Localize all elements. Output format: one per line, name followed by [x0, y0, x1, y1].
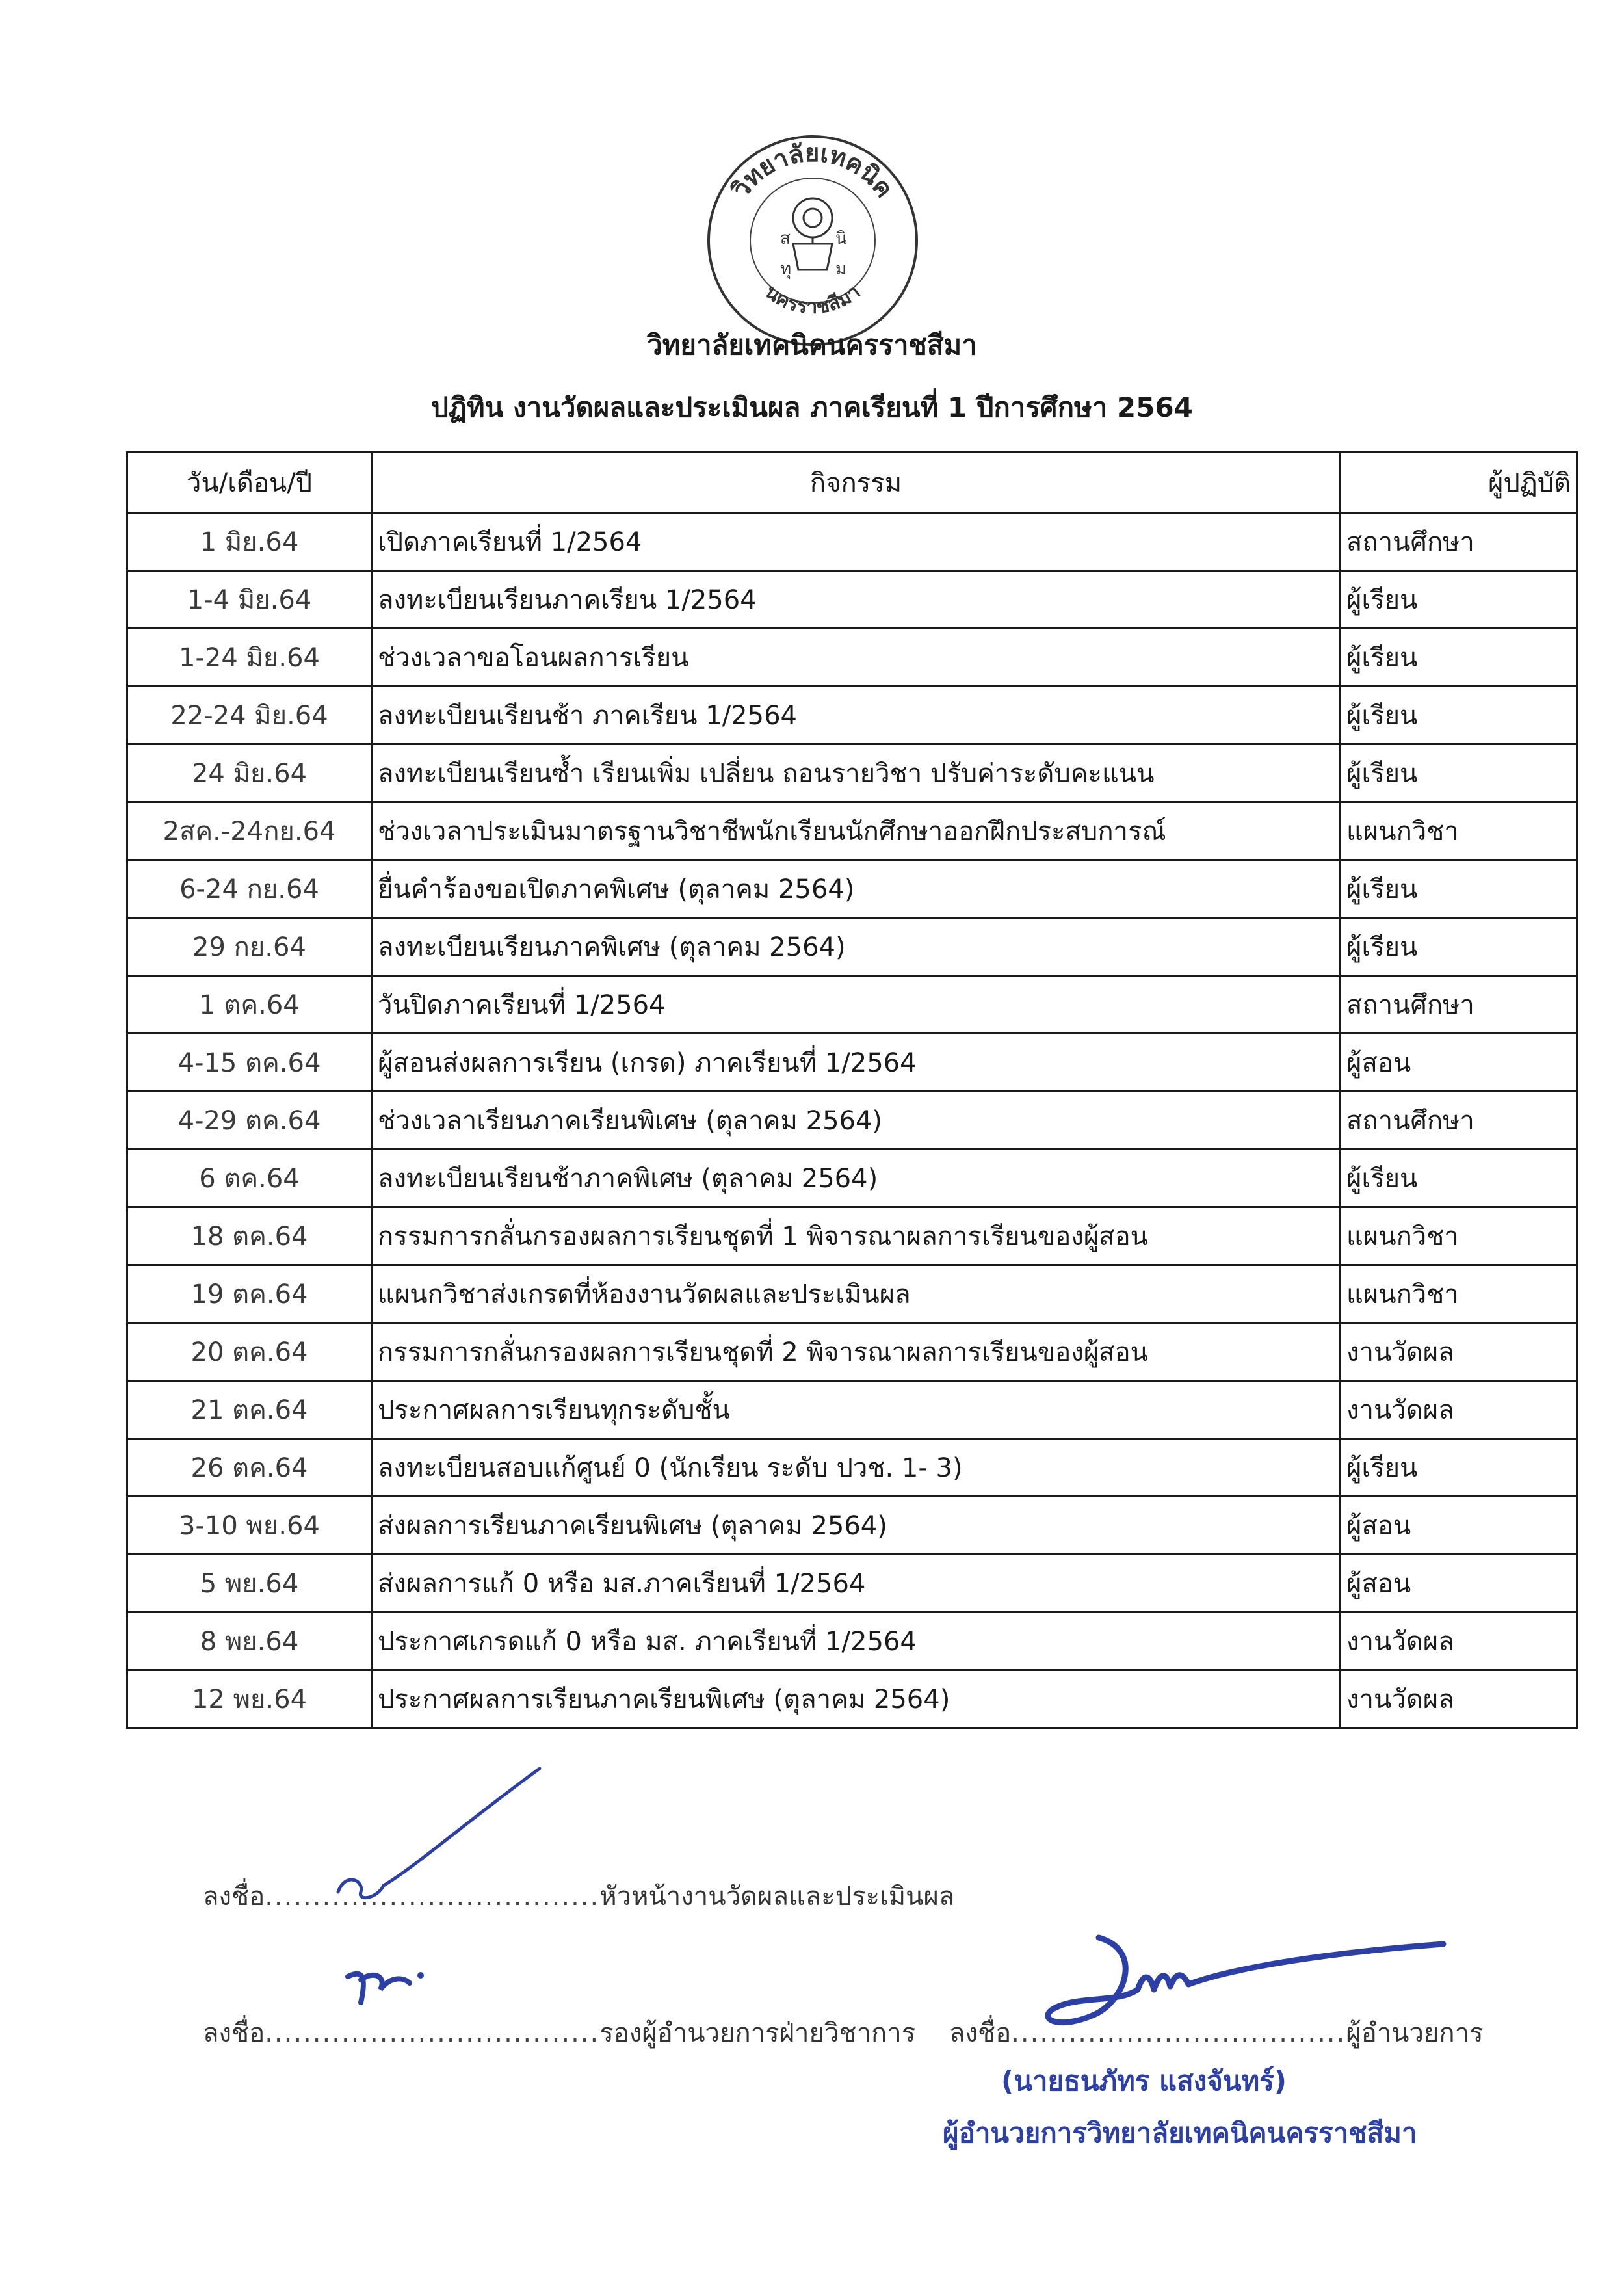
activity-cell: ผู้สอนส่งผลการเรียน (เกรด) ภาคเรียนที่ 1/2564: [372, 1034, 1341, 1092]
responsible-cell: ผู้เรียน: [1341, 687, 1577, 744]
responsible-cell: งานวัดผล: [1341, 1381, 1577, 1439]
table-row: [127, 802, 1577, 860]
date-cell: 1 มิย.64: [127, 513, 372, 571]
responsible-cell: ผู้เรียน: [1341, 629, 1577, 687]
date-cell: 3-10 พย.64: [127, 1497, 372, 1555]
date-cell: 12 พย.64: [127, 1670, 372, 1728]
header-date: วัน/เดือน/ปี: [127, 453, 372, 513]
table-row: [127, 1207, 1577, 1265]
table-header-row: [127, 453, 1577, 513]
activity-cell: แผนกวิชาส่งเกรดที่ห้องงานวัดผลและประเมินผล: [372, 1265, 1341, 1323]
table-row: [127, 513, 1577, 571]
responsible-cell: ผู้สอน: [1341, 1497, 1577, 1555]
director-position: ผู้อำนวยการวิทยาลัยเทคนิคนครราชสีมา: [943, 2117, 1417, 2149]
table-row: [127, 1034, 1577, 1092]
table-row: [127, 629, 1577, 687]
activity-cell: ส่งผลการเรียนภาคเรียนพิเศษ (ตุลาคม 2564): [372, 1497, 1341, 1555]
date-cell: 24 มิย.64: [127, 744, 372, 802]
activity-cell: ช่วงเวลาเรียนภาคเรียนพิเศษ (ตุลาคม 2564): [372, 1092, 1341, 1150]
date-cell: 20 ตค.64: [127, 1323, 372, 1381]
activity-cell: ประกาศผลการเรียนภาคเรียนพิเศษ (ตุลาคม 2564): [372, 1670, 1341, 1728]
table-row: [127, 687, 1577, 744]
calendar-subtitle: ปฏิทิน งานวัดผลและประเมินผล ภาคเรียนที่ 1 ปีการศึกษา 2564: [431, 391, 1193, 423]
responsible-cell: แผนกวิชา: [1341, 802, 1577, 860]
activity-cell: ยื่นคำร้องขอเปิดภาคพิเศษ (ตุลาคม 2564): [372, 860, 1341, 918]
responsible-cell: ผู้เรียน: [1341, 1439, 1577, 1497]
table-row: [127, 1092, 1577, 1150]
activity-cell: ช่วงเวลาประเมินมาตรฐานวิชาชีพนักเรียนนักศึกษาออกฝึกประสบการณ์: [372, 802, 1341, 860]
seal-letter-1: ส: [780, 229, 791, 248]
responsible-cell: แผนกวิชา: [1341, 1207, 1577, 1265]
activity-cell: ประกาศผลการเรียนทุกระดับชั้น: [372, 1381, 1341, 1439]
table-row: [127, 976, 1577, 1034]
responsible-cell: ผู้เรียน: [1341, 918, 1577, 976]
responsible-cell: งานวัดผล: [1341, 1323, 1577, 1381]
activity-cell: ลงทะเบียนเรียนซ้ำ เรียนเพิ่ม เปลี่ยน ถอนรายวิชา ปรับค่าระดับคะแนน: [372, 744, 1341, 802]
responsible-cell: ผู้เรียน: [1341, 744, 1577, 802]
date-cell: 6-24 กย.64: [127, 860, 372, 918]
seal-letter-4: ม: [835, 259, 847, 279]
date-cell: 29 กย.64: [127, 918, 372, 976]
seal-text-bottom: นครราชสีมา: [760, 280, 865, 319]
date-cell: 21 ตค.64: [127, 1381, 372, 1439]
responsible-cell: งานวัดผล: [1341, 1612, 1577, 1670]
table-row: [127, 1323, 1577, 1381]
responsible-cell: แผนกวิชา: [1341, 1265, 1577, 1323]
activity-cell: ช่วงเวลาขอโอนผลการเรียน: [372, 629, 1341, 687]
director-name: (นายธนภัทร แสงจันทร์): [1001, 2065, 1287, 2097]
svg-text:นครราชสีมา: [761, 280, 865, 319]
sign-label: ลงชื่อ: [203, 2018, 265, 2048]
signature-line-deputy: [203, 2012, 915, 2053]
date-cell: 4-15 ตค.64: [127, 1034, 372, 1092]
responsible-cell: สถานศึกษา: [1341, 513, 1577, 571]
table-row: [127, 1670, 1577, 1728]
signature-line-head: [203, 1875, 954, 1917]
seal-letter-2: นิ: [835, 229, 847, 248]
activity-cell: ส่งผลการแก้ 0 หรือ มส.ภาคเรียนที่ 1/2564: [372, 1555, 1341, 1612]
date-cell: 4-29 ตค.64: [127, 1092, 372, 1150]
table-row: [127, 571, 1577, 629]
responsible-cell: งานวัดผล: [1341, 1670, 1577, 1728]
header-activity: กิจกรรม: [372, 453, 1341, 513]
activity-cell: ลงทะเบียนเรียนช้าภาคพิเศษ (ตุลาคม 2564): [372, 1150, 1341, 1207]
signature-line-director: [949, 2012, 1484, 2053]
responsible-cell: ผู้สอน: [1341, 1034, 1577, 1092]
deputy-signature-ink: [341, 1957, 432, 2009]
responsible-cell: ผู้สอน: [1341, 1555, 1577, 1612]
date-cell: 1-4 มิย.64: [127, 571, 372, 629]
date-cell: 1-24 มิย.64: [127, 629, 372, 687]
table-row: [127, 1381, 1577, 1439]
sign-label: ลงชื่อ: [203, 1882, 265, 1912]
responsible-cell: สถานศึกษา: [1341, 1092, 1577, 1150]
table-row: [127, 918, 1577, 976]
responsible-cell: ผู้เรียน: [1341, 571, 1577, 629]
activity-cell: วันปิดภาคเรียนที่ 1/2564: [372, 976, 1341, 1034]
director-title: ผู้อำนวยการ: [1346, 2018, 1484, 2048]
header-responsible: ผู้ปฏิบัติ: [1341, 453, 1577, 513]
date-cell: 26 ตค.64: [127, 1439, 372, 1497]
table-row: [127, 860, 1577, 918]
table-row: [127, 1555, 1577, 1612]
date-cell: 19 ตค.64: [127, 1265, 372, 1323]
institution-title: วิทยาลัยเทคนิคนครราชสีมา: [647, 329, 977, 361]
signature-dots: ...................................: [265, 2018, 600, 2048]
seal-text-top: วิทยาลัยเทคนิค: [726, 138, 899, 203]
deputy-title: รองผู้อำนวยการฝ่ายวิชาการ: [599, 2018, 916, 2048]
table-row: [127, 1265, 1577, 1323]
signature-dots: ...................................: [265, 1882, 600, 1912]
activity-cell: กรรมการกลั่นกรองผลการเรียนชุดที่ 2 พิจารณาผลการเรียนของผู้สอน: [372, 1323, 1341, 1381]
signature-dots: ...................................: [1011, 2018, 1346, 2048]
responsible-cell: สถานศึกษา: [1341, 976, 1577, 1034]
responsible-cell: ผู้เรียน: [1341, 860, 1577, 918]
date-cell: 2สค.-24กย.64: [127, 802, 372, 860]
seal-letter-3: ทุ: [780, 259, 792, 279]
activity-cell: ประกาศเกรดแก้ 0 หรือ มส. ภาคเรียนที่ 1/2564: [372, 1612, 1341, 1670]
table-row: [127, 1150, 1577, 1207]
date-cell: 8 พย.64: [127, 1612, 372, 1670]
activity-cell: กรรมการกลั่นกรองผลการเรียนชุดที่ 1 พิจารณาผลการเรียนของผู้สอน: [372, 1207, 1341, 1265]
activity-cell: ลงทะเบียนเรียนช้า ภาคเรียน 1/2564: [372, 687, 1341, 744]
table-body: [127, 513, 1577, 1728]
date-cell: 6 ตค.64: [127, 1150, 372, 1207]
college-seal: [702, 130, 923, 351]
table-row: [127, 1439, 1577, 1497]
table-row: [127, 1612, 1577, 1670]
table-row: [127, 744, 1577, 802]
date-cell: 1 ตค.64: [127, 976, 372, 1034]
head-title: หัวหน้างานวัดผลและประเมินผล: [599, 1882, 955, 1912]
table-row: [127, 1497, 1577, 1555]
activity-cell: เปิดภาคเรียนที่ 1/2564: [372, 513, 1341, 571]
date-cell: 22-24 มิย.64: [127, 687, 372, 744]
schedule-table: [126, 451, 1578, 1729]
seal-emblem: [793, 198, 832, 270]
date-cell: 18 ตค.64: [127, 1207, 372, 1265]
responsible-cell: ผู้เรียน: [1341, 1150, 1577, 1207]
date-cell: 5 พย.64: [127, 1555, 372, 1612]
activity-cell: ลงทะเบียนเรียนภาคพิเศษ (ตุลาคม 2564): [372, 918, 1341, 976]
sign-label: ลงชื่อ: [949, 2018, 1012, 2048]
activity-cell: ลงทะเบียนเรียนภาคเรียน 1/2564: [372, 571, 1341, 629]
activity-cell: ลงทะเบียนสอบแก้ศูนย์ 0 (นักเรียน ระดับ ปวช. 1- 3): [372, 1439, 1341, 1497]
svg-text:วิทยาลัยเทคนิค: [726, 138, 899, 204]
